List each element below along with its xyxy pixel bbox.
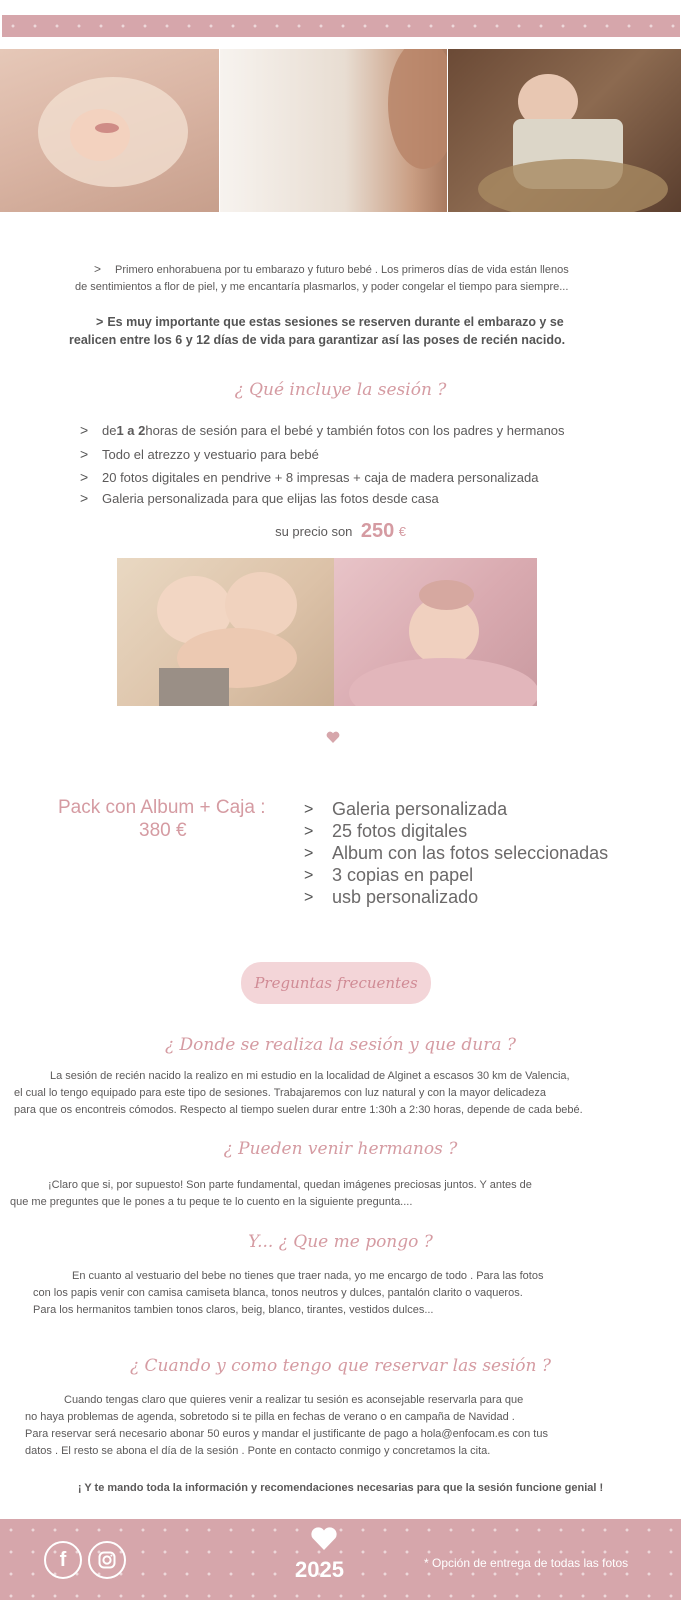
pack-item-album [304, 843, 608, 864]
pack-title: Pack con Album + Caja : [58, 797, 266, 818]
chevron-right-icon: > [304, 844, 314, 862]
include-item-photos-text: 20 fotos digitales en pendrive + 8 impresas + caja de madera personalizada [102, 469, 539, 485]
closing-message: ¡ Y te mando toda la información y recomendaciones necesarias para que la sesión funcione genial ! [77, 1482, 604, 1494]
include-item-hours [80, 422, 565, 438]
faq-answer-location-3: para que os encontreis cómodos. Respecto al tiempo suelen durar entre 1:30h a 2:30 horas, depende de cada bebé. [14, 1104, 583, 1116]
top-decorative-band [2, 15, 680, 37]
include-item-props-text: Todo el atrezzo y vestuario para bebé [102, 446, 319, 462]
chevron-right-icon: > [80, 469, 89, 485]
pack-price: 380 € [139, 820, 187, 841]
includes-heading: ¿ Qué incluye la sesión ? [234, 380, 447, 400]
newborn-photo-pillow [0, 49, 219, 212]
include-item-hours-pre: de [102, 422, 117, 438]
footer-note: * Opción de entrega de todas las fotos [424, 1556, 629, 1570]
intro-important-line-2: realicen entre los 6 y 12 días de vida para garantizar así las poses de recién nacido. [69, 333, 566, 347]
include-item-hours-post: horas de sesión para el bebé y también fotos con los padres y hermanos [145, 422, 565, 438]
pack-item-gallery [304, 799, 507, 820]
faq-pill: Preguntas frecuentes [241, 962, 431, 1004]
chevron-right-icon: > [94, 262, 102, 276]
chevron-right-icon: > [304, 866, 314, 884]
price-label: su precio son [275, 524, 353, 539]
instagram-icon[interactable] [88, 1541, 126, 1579]
faq-answer-booking-2: no haya problemas de agenda, sobretodo si te pilla en fechas de verano o en campaña de Navidad . [25, 1411, 515, 1423]
chevron-right-icon: > [304, 800, 314, 818]
pack-item-digital [304, 821, 467, 842]
faq-answer-clothing-1: En cuanto al vestuario del bebe no tienes que traer nada, yo me encargo de todo . Para las fotos [72, 1270, 544, 1282]
pack-item-prints-text: 3 copias en papel [332, 865, 474, 885]
faq-answer-clothing-2: con los papis venir con camisa camiseta blanca, tonos neutros y dulces, pantalón clarito o vaqueros. [33, 1287, 523, 1299]
faq-answer-siblings-1: ¡Claro que si, por supuesto! Son parte fundamental, quedan imágenes preciosas juntos. Y antes de [48, 1179, 532, 1191]
pack-item-prints [304, 865, 473, 886]
chevron-right-icon: > [80, 490, 89, 506]
faq-answer-siblings-2: que me preguntes que le pones a tu peque te lo cuento en la siguiente pregunta.... [10, 1196, 413, 1208]
pack-item-album-text: Album con las fotos seleccionadas [332, 843, 609, 863]
faq-question-booking: ¿ Cuando y como tengo que reservar las sesión ? [130, 1356, 551, 1376]
pack-item-digital-text: 25 fotos digitales [332, 821, 468, 841]
price-value: 250 [360, 520, 395, 542]
intro-line-1 [94, 261, 569, 279]
include-item-gallery [80, 490, 439, 506]
pregnancy-belly-photo [220, 49, 447, 212]
chevron-right-icon: > [304, 822, 314, 840]
chevron-right-icon: > [80, 422, 89, 438]
intro-text-1: Primero enhorabuena por tu embarazo y futuro bebé . Los primeros días de vida están llenos [115, 264, 569, 276]
intro-important-line-1 [96, 314, 564, 331]
include-item-photos [80, 469, 539, 485]
faq-answer-clothing-3: Para los hermanitos tambien tonos claros, beig, blanco, tirantes, vestidos dulces... [33, 1304, 434, 1316]
chevron-right-icon: > [80, 446, 89, 462]
heart-icon [310, 1525, 338, 1551]
facebook-icon[interactable]: f [44, 1541, 82, 1579]
price-currency: € [398, 524, 406, 539]
include-item-gallery-text: Galeria personalizada para que elijas las fotos desde casa [102, 490, 439, 506]
chevron-right-icon: > [304, 888, 314, 906]
twins-photo [117, 558, 334, 706]
faq-answer-location-1: La sesión de recién nacido la realizo en mi estudio en la localidad de Alginet a escasos 30 km de Valencia, [50, 1070, 570, 1082]
include-item-hours-bold: 1 a 2 [116, 422, 146, 438]
faq-answer-booking-1: Cuando tengas claro que quieres venir a realizar tu sesión es aconsejable reservarla para que [64, 1394, 524, 1406]
pack-item-usb-text: usb personalizado [332, 887, 479, 907]
session-price [0, 520, 681, 543]
pack-item-gallery-text: Galeria personalizada [332, 799, 508, 819]
faq-answer-location-2: el cual lo tengo equipado para este tipo de sesiones. Trabajaremos con luz natural y con la mayor delicadeza [14, 1087, 546, 1099]
faq-question-location: ¿ Donde se realiza la sesión y que dura ? [165, 1035, 516, 1055]
footer-year: 2025 [295, 1557, 344, 1582]
include-item-props [80, 446, 319, 462]
chevron-right-icon: > [96, 315, 104, 329]
newborn-bow-photo [334, 558, 537, 706]
newborn-photo-bucket [448, 49, 681, 212]
faq-answer-booking-3: Para reservar será necesario abonar 50 euros y mandar el justificante de pago a hola@enfocam.es con tus [25, 1428, 548, 1440]
faq-question-clothing: Y... ¿ Que me pongo ? [248, 1232, 433, 1252]
intro-important-text-1: Es muy importante que estas sesiones se reserven durante el embarazo y se [107, 315, 564, 329]
intro-line-2: de sentimientos a flor de piel, y me encantaría plasmarlos, y poder congelar el tiempo para siempre... [75, 281, 569, 293]
faq-answer-booking-4: datos . El resto se abona el día de la sesión . Ponte en contacto conmigo y concretamos la cita. [25, 1445, 491, 1457]
faq-question-siblings: ¿ Pueden venir hermanos ? [223, 1139, 458, 1159]
pack-item-usb [304, 887, 478, 908]
heart-icon [326, 730, 340, 744]
